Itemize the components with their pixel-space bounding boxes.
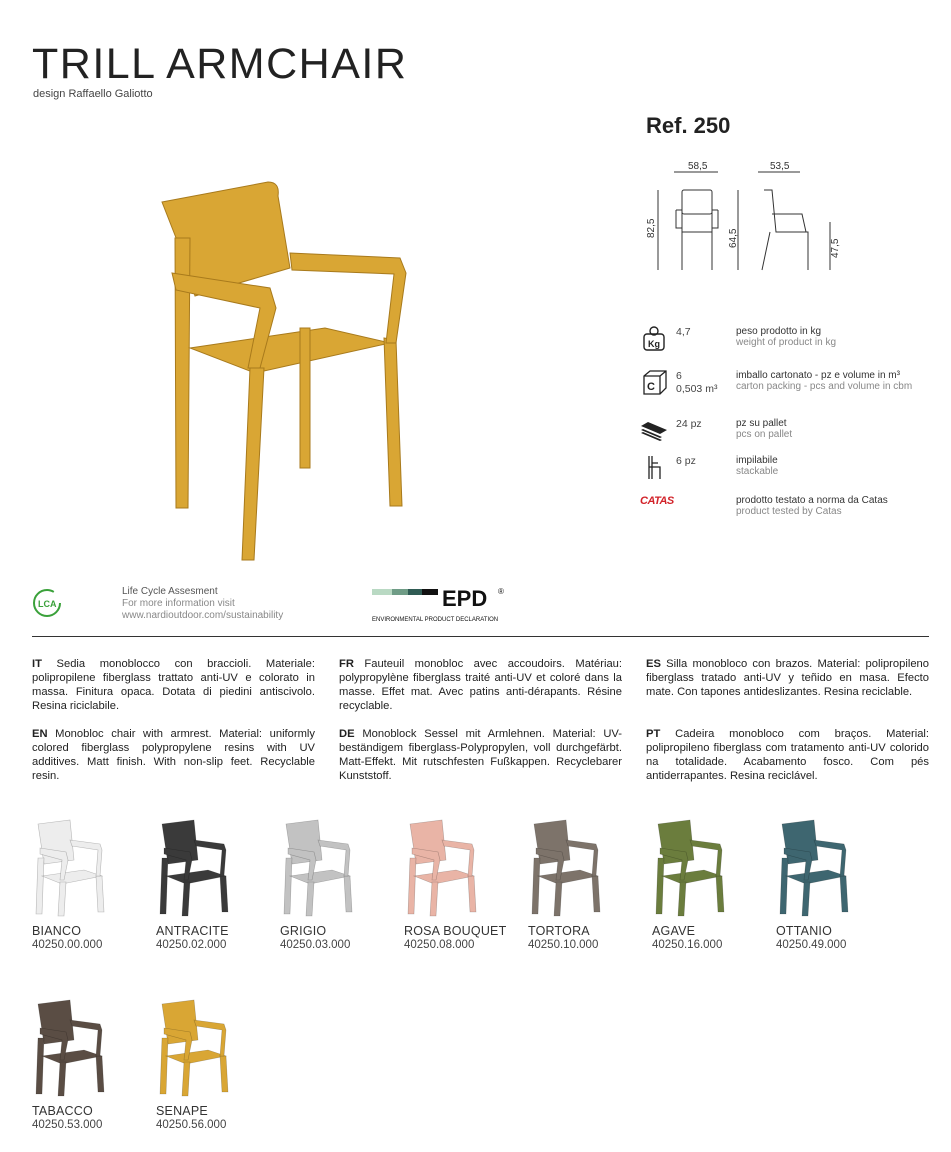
color-swatch[interactable]: [156, 998, 271, 1152]
swatch-product-code: 40250.16.000: [652, 939, 723, 951]
chair-thumbnail: [652, 818, 732, 918]
swatch-product-code: 40250.00.000: [32, 939, 103, 951]
color-swatch[interactable]: [776, 818, 891, 978]
carton-label-it: imballo cartonato - pz e volume in m³: [736, 370, 900, 381]
catas-logo: CATAS: [640, 495, 674, 507]
weight-icon: [640, 324, 668, 352]
color-swatch[interactable]: [280, 818, 395, 978]
color-swatch[interactable]: [404, 818, 519, 978]
lca-link[interactable]: www.nardioutdoor.com/sustainability: [122, 610, 284, 621]
lca-badge-text: LCA: [38, 599, 57, 609]
weight-label-it: peso prodotto in kg: [736, 326, 822, 337]
desc-fr-text: Fauteuil monobloc avec accoudoirs. Matériau: polypropylène fiberglass traité anti-UV et coloré dans la masse. Effet mat. Avec patins anti-dérapants. Résine recyclable.: [339, 658, 623, 712]
reference-number: Ref. 250: [646, 113, 731, 138]
lang-code-de: DE: [339, 728, 355, 740]
pallet-label-it: pz su pallet: [736, 418, 787, 429]
desc-de: [339, 727, 622, 783]
color-swatch[interactable]: [156, 818, 271, 978]
chair-thumbnail: [156, 818, 236, 918]
swatch-color-name: SENAPE: [156, 1104, 208, 1118]
swatch-product-code: 40250.53.000: [32, 1119, 103, 1131]
chair-thumbnail: [156, 998, 236, 1098]
swatch-product-code: 40250.10.000: [528, 939, 599, 951]
swatch-color-name: GRIGIO: [280, 924, 327, 938]
pallet-value: 24 pz: [676, 418, 702, 430]
chair-thumbnail: [32, 998, 112, 1098]
desc-es-text: Silla monobloco con brazos. Material: polipropileno fiberglass tratado anti-UV y teñido en masa. Efecto mate. Con tapones antideslizantes. Resina reciclable.: [646, 658, 929, 698]
swatch-color-name: AGAVE: [652, 924, 696, 938]
lca-title: Life Cycle Assesment: [122, 586, 218, 597]
pallet-label-en: pcs on pallet: [736, 429, 793, 440]
desc-en-text: Monobloc chair with armrest. Material: uniformly colored fiberglass polypropylene resins with UV additives. Matt finish. With non-slip feet. Recyclable resin.: [32, 728, 316, 782]
carton-value: [676, 370, 717, 396]
swatch-product-code: 40250.49.000: [776, 939, 847, 951]
epd-caption: ENVIRONMENTAL PRODUCT DECLARATION: [372, 617, 499, 623]
spec-weight: [640, 324, 940, 358]
catas-label-en: product tested by Catas: [736, 506, 842, 517]
chair-thumbnail: [32, 818, 112, 918]
desc-de-text: Monoblock Sessel mit Armlehnen. Material: UV-beständigem fiberglass-Polypropylen, voll durchgefärbt. Matt-Effekt. Mit rutschfesten Fußkappen. Recyclebarer Kunststoff.: [339, 728, 623, 782]
carton-icon: [640, 368, 668, 396]
catas-label-it: prodotto testato a norma da Catas: [736, 495, 888, 506]
color-swatch[interactable]: [528, 818, 643, 978]
spec-carton: [640, 368, 940, 402]
weight-value: 4,7: [676, 326, 691, 338]
dim-front-width: 58,5: [688, 161, 708, 172]
lca-info: [122, 586, 283, 622]
carton-volume: 0,503 m³: [676, 383, 718, 395]
lang-code-es: ES: [646, 658, 661, 670]
lang-code-pt: PT: [646, 728, 661, 740]
desc-it-text: Sedia monoblocco con braccioli. Materiale: polipropilene fiberglass trattato anti-UV e colorato in massa. Finitura opaca. Dotata di piedini antiscivolo. Resina riciclabile.: [32, 658, 315, 712]
color-swatch[interactable]: [32, 998, 147, 1152]
spec-catas: [640, 493, 940, 527]
stackable-label-it: impilabile: [736, 455, 778, 466]
pallet-icon: [640, 416, 668, 444]
swatch-color-name: TORTORA: [528, 924, 590, 938]
dim-side-depth: 53,5: [770, 161, 790, 172]
chair-thumbnail: [404, 818, 484, 918]
chair-thumbnail: [776, 818, 856, 918]
desc-it: [32, 657, 315, 713]
swatch-product-code: 40250.02.000: [156, 939, 227, 951]
desc-en: [32, 727, 315, 783]
epd-registered: ®: [498, 587, 504, 596]
swatch-product-code: 40250.56.000: [156, 1119, 227, 1131]
swatch-color-name: OTTANIO: [776, 924, 833, 938]
hero-chair-image: [150, 178, 450, 568]
stackable-value: 6 pz: [676, 455, 696, 467]
section-divider: [32, 636, 929, 637]
lca-info-line: For more information visit: [122, 598, 235, 609]
chair-thumbnail: [528, 818, 608, 918]
stack-icon: [640, 453, 668, 481]
swatch-color-name: ANTRACITE: [156, 924, 229, 938]
spec-stackable: [640, 453, 940, 487]
color-swatch[interactable]: [32, 818, 147, 978]
carton-pieces: 6: [676, 370, 682, 382]
desc-pt: [646, 727, 929, 783]
swatch-product-code: 40250.03.000: [280, 939, 351, 951]
desc-fr: [339, 657, 622, 713]
desc-es: [646, 657, 929, 699]
swatch-color-name: ROSA BOUQUET: [404, 924, 507, 938]
carton-label-en: carton packing - pcs and volume in cbm: [736, 381, 913, 392]
lang-code-fr: FR: [339, 658, 354, 670]
svg-text:C: C: [647, 381, 655, 393]
lang-code-it: IT: [32, 658, 42, 670]
dimension-drawing: [640, 158, 850, 278]
dim-seat-height: 47,5: [830, 238, 841, 258]
epd-mark: EPD: [442, 586, 488, 611]
lang-code-en: EN: [32, 728, 48, 740]
designer-credit: design Raffaello Galiotto: [33, 88, 153, 100]
dim-arm-height: 64,5: [728, 228, 739, 248]
swatch-color-name: BIANCO: [32, 924, 82, 938]
spec-pallet: [640, 416, 940, 450]
swatch-color-name: TABACCO: [32, 1104, 93, 1118]
dim-height: 82,5: [646, 218, 657, 238]
stackable-label-en: stackable: [736, 466, 779, 477]
swatch-product-code: 40250.08.000: [404, 939, 475, 951]
svg-text:Kg: Kg: [648, 339, 660, 349]
desc-pt-text: Cadeira monobloco com braços. Material: polipropileno fiberglass com tratamento anti-UV colorido na totalidade. Acabamento fosco. Com pés antiderrapantes. Resina reciclável.: [646, 728, 930, 782]
weight-label-en: weight of product in kg: [736, 337, 837, 348]
chair-thumbnail: [280, 818, 360, 918]
epd-logo: [372, 585, 512, 625]
color-swatch[interactable]: [652, 818, 767, 978]
lca-badge-icon: [32, 588, 62, 618]
product-title: TRILL ARMCHAIR: [32, 40, 408, 88]
